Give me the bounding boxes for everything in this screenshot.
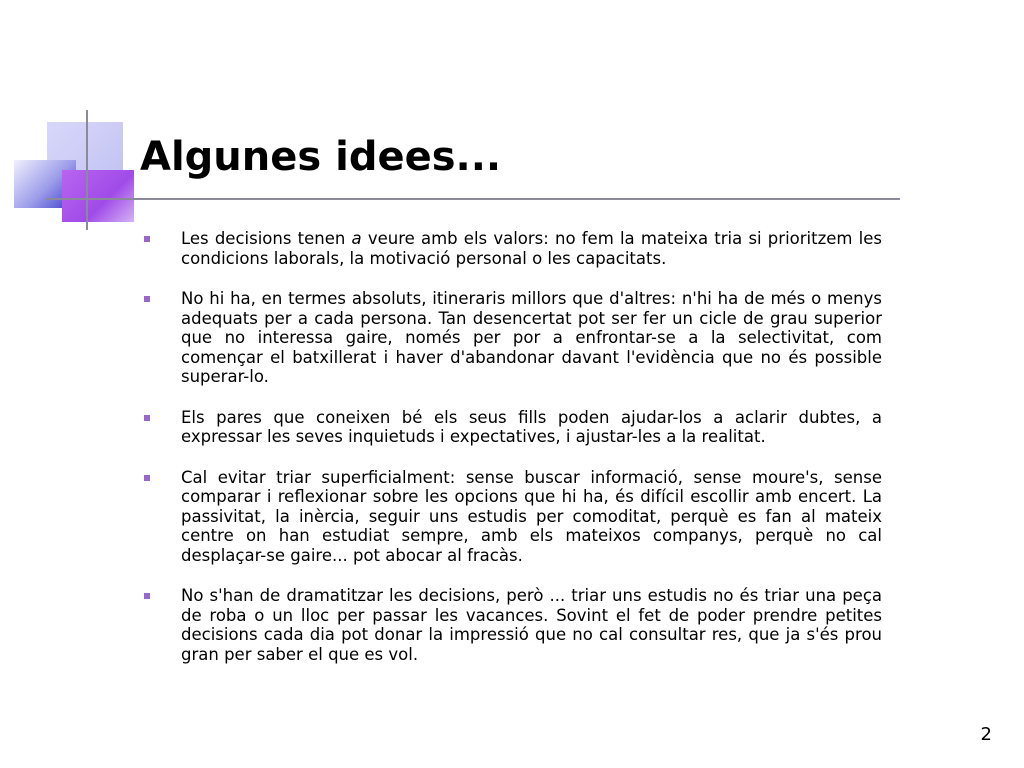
bullet-list: [144, 229, 882, 685]
bullet-text-after: veure amb els valors: no fem la mateixa tria si prioritzem les condicions laborals, la motivació personal o les capacitats.: [181, 229, 882, 268]
bullet-square-icon: [144, 475, 150, 481]
bullet-item-5: [144, 586, 882, 664]
bullet-text: No hi ha, en termes absoluts, itineraris millors que d'altres: n'hi ha de més o menys adequats per a cada persona. Tan desencertat pot ser fer un cicle de grau superior que no interessa gaire, només per por a enfrontar-se a la selectivitat, com començar el batxillerat i haver d'abandonar davant l'evidència que no és possible superar-lo.: [181, 289, 882, 386]
bullet-square-icon: [144, 236, 150, 242]
bullet-item-2: [144, 289, 882, 387]
bullet-emphasis: a: [351, 229, 362, 248]
slide-title: Algunes idees...: [140, 134, 502, 180]
bullet-item-3: [144, 408, 882, 447]
logo-square-purple: [62, 170, 134, 222]
bullet-text: No s'han de dramatitzar les decisions, però ... triar uns estudis no és triar una peça de roba o un lloc per passar les vacances. Sovint el fet de poder prendre petites decisions cada dia pot donar la impressió que no cal consultar res, que ja s'és prou gran per saber el que es vol.: [181, 586, 882, 664]
page-number: 2: [980, 724, 992, 745]
bullet-text: Els pares que coneixen bé els seus fills poden ajudar-los a aclarir dubtes, a expressar les seves inquietuds i expectatives, i ajustar-les a la realitat.: [181, 407, 882, 446]
bullet-square-icon: [144, 593, 150, 599]
bullet-square-icon: [144, 415, 150, 421]
bullet-item-4: [144, 468, 882, 566]
bullet-item-1: [144, 229, 882, 268]
bullet-text: Cal evitar triar superficialment: sense buscar informació, sense moure's, sense comparar i reflexionar sobre les opcions que hi ha, és difícil escollir amb encert. La passivitat, la inèrcia, seguir uns estudis per comoditat, perquè es fan al mateix centre on han estudiat sempre, amb els mateixos companys, perquè no cal desplaçar-se gaire... pot abocar al fracàs.: [181, 467, 882, 565]
bullet-square-icon: [144, 296, 150, 302]
logo-vertical-line: [86, 110, 88, 230]
decorative-squares-logo: [0, 0, 160, 240]
title-underline-rule: [46, 198, 900, 200]
bullet-text-before: Les decisions tenen: [181, 229, 352, 248]
